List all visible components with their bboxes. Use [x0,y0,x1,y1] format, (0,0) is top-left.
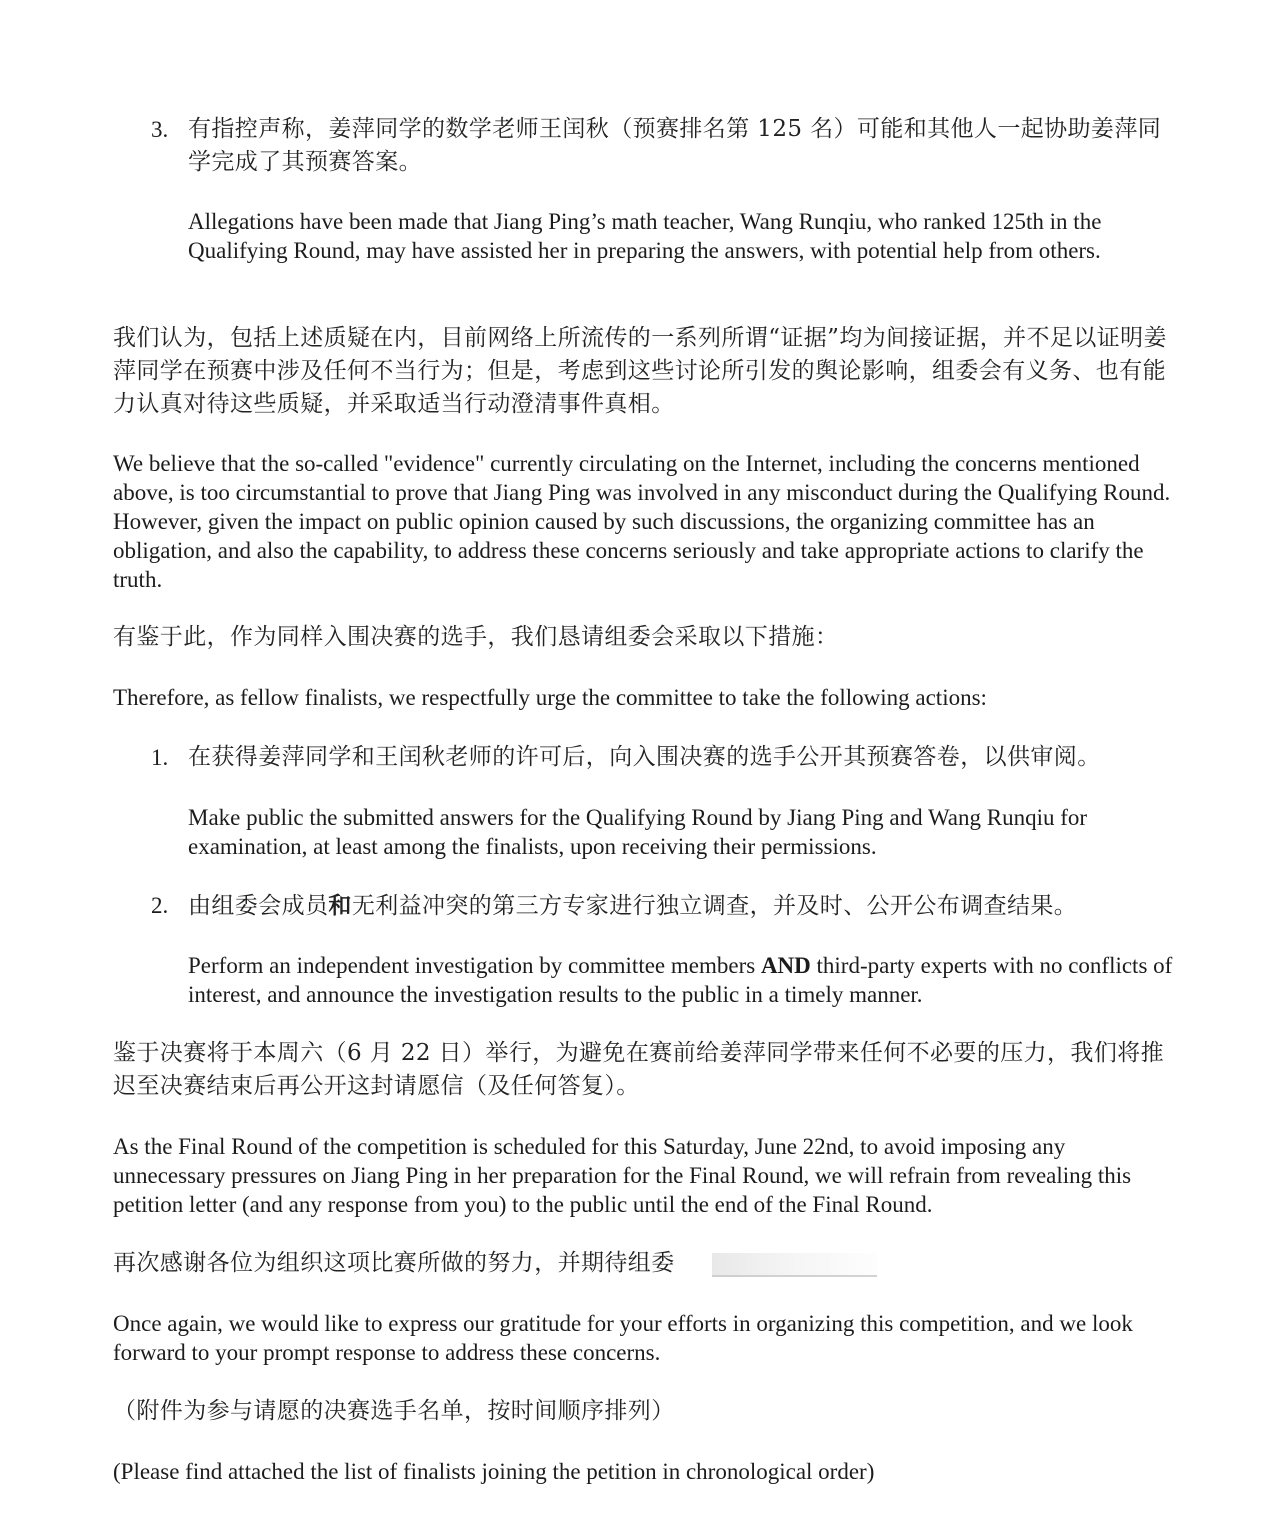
thanks-paragraph-english: Once again, we would like to express our gratitude for your efforts in organizing this competition, and we look forward to your prompt response to address these concerns. [113,1311,1133,1365]
action-2-english [188,951,1178,1009]
action-2-english-start: Perform an independent investigation by committee members [188,953,761,978]
action-1-chinese: 在获得姜萍同学和王闰秋老师的许可后，向入围决赛的选手公开其预赛答卷，以供审阅。 [188,744,1101,770]
final-round-paragraph-chinese: 鉴于决赛将于本周六（6 月 22 日）举行，为避免在赛前给姜萍同学带来任何不必要的压力，我们将推迟至决赛结束后再公开这封请愿信（及任何答复）。 [113,1040,1165,1099]
attachment-note-english: (Please find attached the list of finalists joining the petition in chronological order) [113,1459,875,1484]
action-1-english: Make public the submitted answers for the Qualifying Round by Jiang Ping and Wang Runqiu for examination, at least among the finalists, upon receiving their permissions. [188,805,1088,859]
attachment-note-chinese: （附件为参与请愿的决赛选手名单，按时间顺序排列） [113,1398,675,1424]
action-1-number: 1. [151,745,169,770]
item-3-english: Allegations have been made that Jiang Ping’s math teacher, Wang Runqiu, who ranked 125th in the Qualifying Round, may have assisted her in preparing the answers, with potential help from others. [188,209,1102,263]
urge-paragraph-chinese: 有鉴于此，作为同样入围决赛的选手，我们恳请组委会采取以下措施： [113,624,839,650]
thanks-paragraph-chinese: 再次感谢各位为组织这项比赛所做的努力，并期待组委 [113,1250,675,1276]
urge-paragraph-english: Therefore, as fellow finalists, we respectfully urge the committee to take the following actions: [113,685,987,710]
action-2-english-emphasis: AND [760,953,811,978]
action-2-chinese-end: 无利益冲突的第三方专家进行独立调查，并及时、公开公布调查结果。 [351,893,1078,919]
item-3-number: 3. [151,117,169,142]
final-round-paragraph-english: As the Final Round of the competition is scheduled for this Saturday, June 22nd, to avoid imposing any unnecessary pressures on Jiang Ping in her preparation for the Final Round, we will refrain from revealing this petition letter (and any response from you) to the public until the end of the Final Round. [113,1134,1132,1217]
action-2-english-end: third-party experts with no conflicts of interest, and announce the investigation results to the public in a timely manner. [188,953,1173,1007]
redaction-mark [712,1253,877,1277]
action-2-chinese-start: 由组委会成员 [188,893,329,919]
item-3-chinese: 有指控声称，姜萍同学的数学老师王闰秋（预赛排名第 125 名）可能和其他人一起协助姜萍同学完成了其预赛答案。 [188,116,1162,175]
belief-paragraph-chinese: 我们认为，包括上述质疑在内，目前网络上所流传的一系列所谓“证据”均为间接证据，并不足以证明姜萍同学在预赛中涉及任何不当行为；但是，考虑到这些讨论所引发的舆论影响，组委会有义务、也有能力认真对待这些质疑，并采取适当行动澄清事件真相。 [113,325,1167,417]
action-2-number: 2. [151,893,169,918]
action-2-chinese [188,889,1178,923]
belief-paragraph-english: We believe that the so-called "evidence" currently circulating on the Internet, including the concerns mentioned above, is too circumstantial to prove that Jiang Ping was involved in any misconduct during the Qualifying Round. However, given the impact on public opinion caused by such discussions, the organizing committee has an obligation, and also the capability, to address these concerns seriously and take appropriate actions to clarify the truth. [113,451,1171,592]
action-2-chinese-emphasis: 和 [328,892,352,919]
